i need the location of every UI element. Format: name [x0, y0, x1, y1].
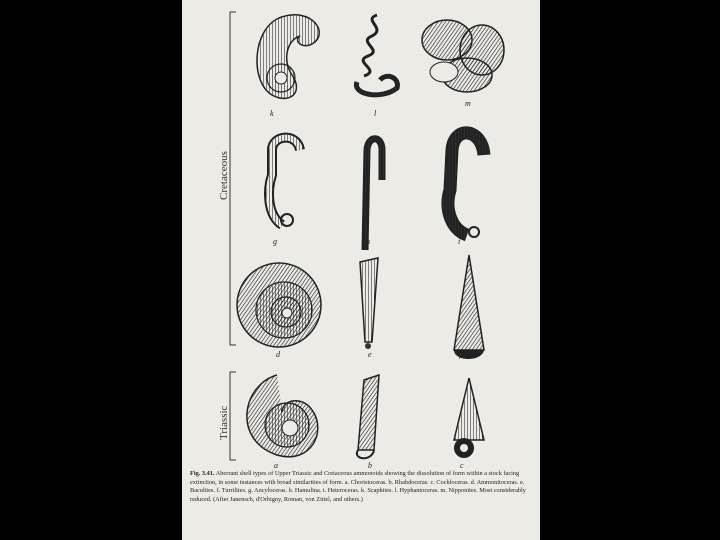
fossil-k-scaphites	[257, 15, 319, 99]
fossil-c-cochloceras	[454, 378, 484, 458]
era-label-cretaceous: Cretaceous	[218, 151, 230, 200]
label-a: a	[274, 461, 278, 470]
fossil-m-nipponites	[422, 20, 504, 92]
label-e: e	[368, 350, 372, 359]
book-page	[182, 0, 540, 540]
fossil-d-ammonitoceras	[237, 263, 321, 347]
label-c: c	[460, 461, 464, 470]
label-d: d	[276, 350, 280, 359]
label-f: f	[459, 350, 462, 359]
label-k: k	[270, 109, 274, 118]
label-m: m	[465, 99, 471, 108]
label-h: h	[366, 237, 370, 246]
caption-text: Aberrant shell types of Upper Triassic and Cretaceous ammonoids showing the dissolution of form within a stock facing extinction, in some instances with broad similarities of form. a. Choristoceras. b. Rhabdoceras. c. Cochloceras. d. Ammonitoceras. e. Baculites. f. Turrilites. g. Ancyloceras. h. Hamulina. i. Heteroceras. k. Scaphites. l. Hyphantoceras. m. Nipponites. Most considerably reduced. (After Janensch, d'Orbigny, Roman, von Zittel, and others.)	[190, 470, 526, 503]
fossil-a-choristoceras	[247, 375, 318, 457]
fossil-b-rhabdoceras	[357, 375, 379, 458]
label-i: i	[458, 237, 461, 246]
fossil-h-hamulina	[365, 139, 382, 250]
label-l: l	[374, 109, 377, 118]
fossil-e-baculites	[360, 258, 378, 349]
triassic-bracket	[230, 372, 236, 460]
fossil-i-heteroceras	[448, 133, 484, 237]
cretaceous-bracket	[230, 12, 236, 345]
fossil-f-turrilites	[454, 255, 484, 359]
label-b: b	[368, 461, 372, 470]
fossil-l-hyphantoceras	[356, 15, 397, 95]
era-label-triassic: Triassic	[218, 405, 230, 440]
figure-number: Fig. 3.41.	[190, 470, 215, 477]
ammonoid-plate-illustration	[182, 0, 540, 470]
fossil-g-ancyloceras	[269, 138, 300, 226]
figure-caption	[190, 470, 534, 504]
label-g: g	[273, 237, 277, 246]
